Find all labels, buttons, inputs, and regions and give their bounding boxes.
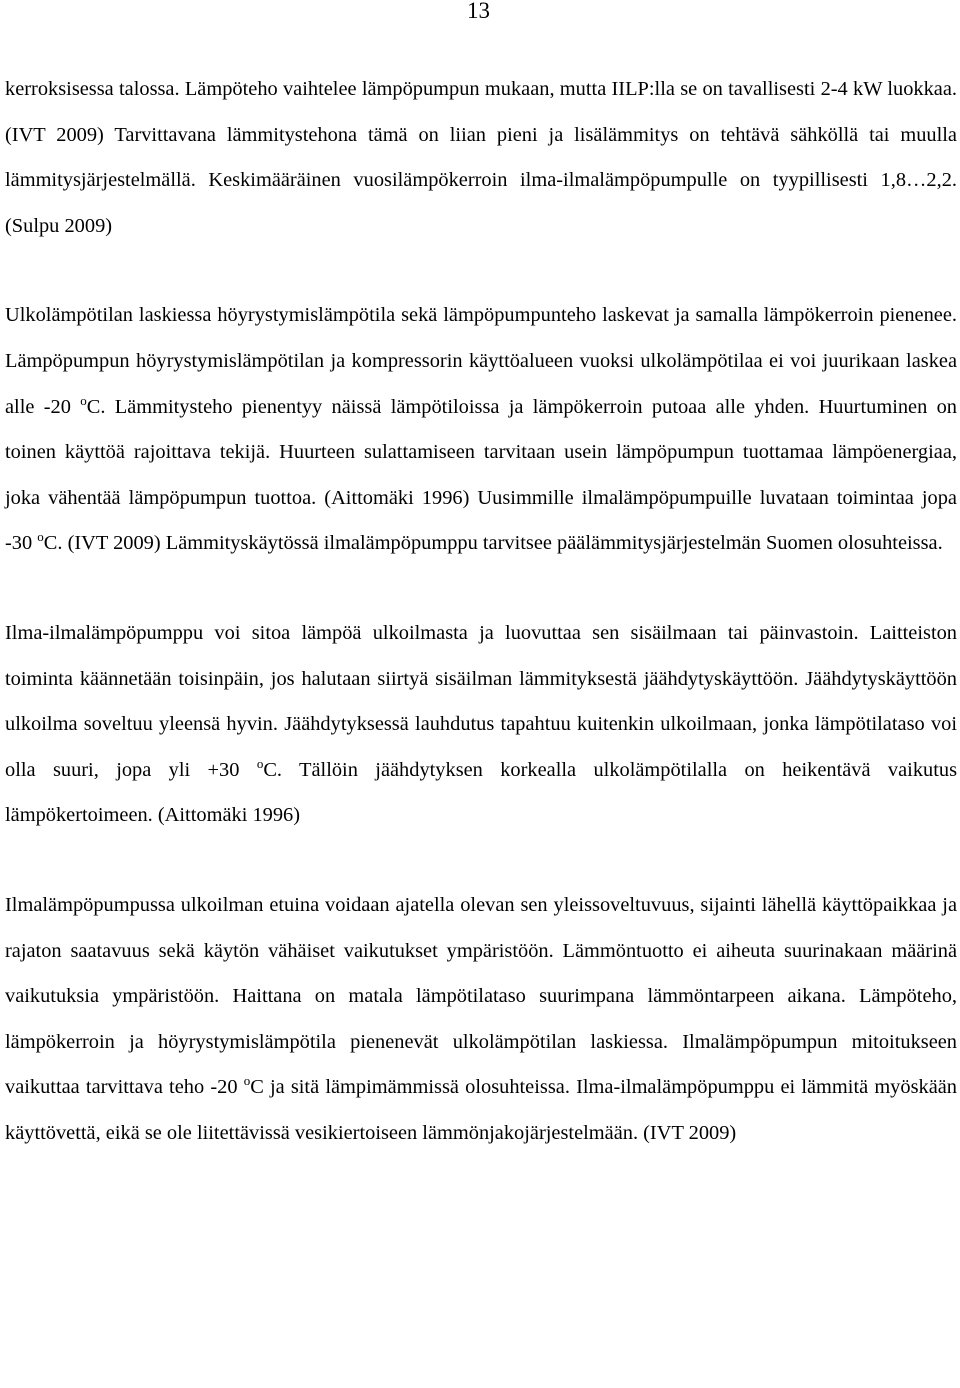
paragraph-text: C. (IVT 2009) Lämmityskäytössä ilmalämpöpumppu tarvitsee päälämmitysjärjestelmän Suomen olosuhteissa. [43,532,943,555]
paragraph-text: Ilmalämpöpumpussa ulkoilman etuina voidaan ajatella olevan sen yleissoveltuvuus, sijainti lähellä käyttöpaikkaa ja rajaton saatavuus sekä käytön vähäiset vaikutukset ympäristöön. Lämmöntuotto ei aiheuta suurinakaan määrinä vaikutuksia ympäristöön. Haittana on matala lämpötilataso suurimpana lämmöntarpeen aikana. Lämpöteho, lämpökerroin ja höyrystymislämpötila pienenevät ulkolämpötilan laskiessa. Ilmalämpöpumpun mitoitukseen vaikuttaa tarvittava teho -20 [5,893,957,1099]
degree-superscript: o [80,392,87,408]
paragraph-heat-output [5,67,957,249]
paragraph-text: Ulkolämpötilan laskiessa höyrystymislämpötila sekä lämpöpumpunteho laskevat ja samalla lämpökerroin pienenee. Lämpöpumpun höyrystymislämpötilan ja kompressorin käyttöalueen vuoksi ulkolämpötilaa ei voi juurikaan laskea alle -20 [5,304,957,418]
paragraph-advantages-disadvantages [5,883,957,1157]
paragraph-text: C. Lämmitysteho pienentyy näissä lämpötiloissa ja lämpökerroin putoaa alle yhden. Huurtuminen on toinen käyttöä rajoittava tekijä. Huurteen sulattamiseen tarvitaan usein lämpöpumpun tuottamaa lämpöenergiaa, joka vähentää lämpöpumpun tuottoa. (Aittomäki 1996) Uusimmille ilmalämpöpumpuille luvataan toimintaa jopa -30 [5,395,957,555]
degree-superscript: o [243,1073,251,1089]
degree-superscript: o [256,755,264,771]
degree-superscript: o [37,529,44,545]
document-body [5,67,957,1156]
paragraph-text: C ja sitä lämpimämmissä olosuhteissa. Ilma-ilmalämpöpumppu ei lämmitä myöskään käyttövettä, eikä se ole liitettävissä vesikiertoiseen lämmönjakojärjestelmään. (IVT 2009) [5,1076,957,1144]
paragraph-text: kerroksisessa talossa. Lämpöteho vaihtelee lämpöpumpun mukaan, mutta IILP:lla se on tavallisesti 2-4 kW luokkaa. (IVT 2009) Tarvittavana lämmitystehona tämä on liian pieni ja lisälämmitys on tehtävä sähköllä tai muulla lämmitysjärjestelmällä. Keskimääräinen vuosilämpökerroin ilma-ilmalämpöpumpulle on tyypillisesti 1,8…2,2. (Sulpu 2009) [5,78,957,237]
page-number: 13 [467,0,490,23]
paragraph-text: Ilma-ilmalämpöpumppu voi sitoa lämpöä ulkoilmasta ja luovuttaa sen sisäilmaan tai päinvastoin. Laitteiston toiminta käännetään toisinpäin, jos halutaan siirtyä sisäilman lämmityksestä jäähdytyskäyttöön. Jäähdytyskäyttöön ulkoilma soveltuu yleensä hyvin. Jäähdytyksessä lauhdutus tapahtuu kuitenkin ulkoilmaan, jonka lämpötilataso voi olla suuri, jopa yli +30 [5,621,957,781]
paragraph-cooling-mode [5,611,957,839]
paragraph-text: C. Tällöin jäähdytyksen korkealla ulkolämpötilalla on heikentävä vaikutus lämpökertoimeen. (Aittomäki 1996) [5,758,958,827]
paragraph-outdoor-temperature [5,293,957,567]
